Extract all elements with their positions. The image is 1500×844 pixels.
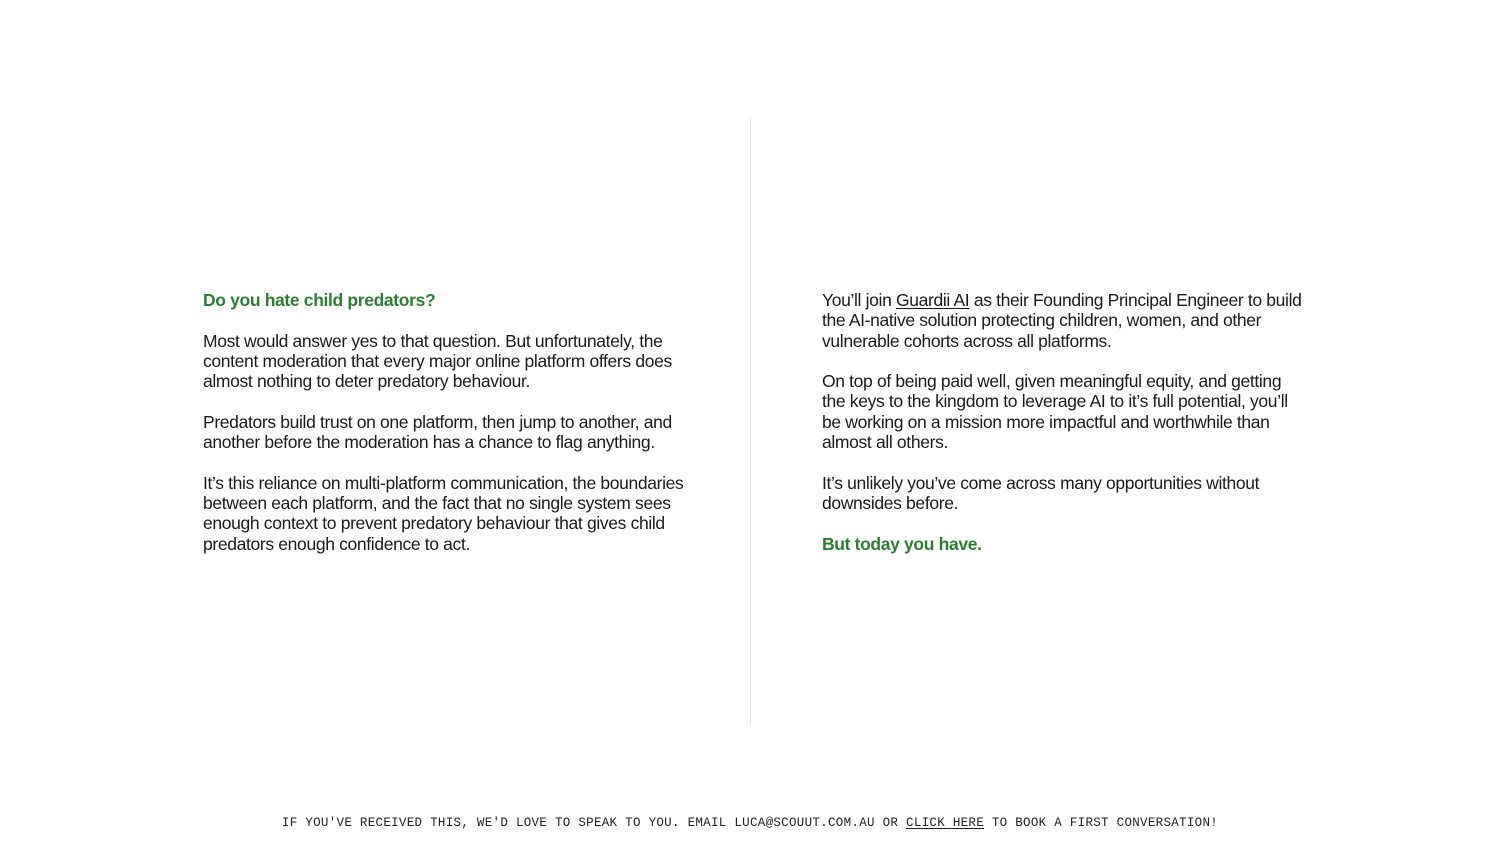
right-closing: But today you have. bbox=[822, 533, 982, 554]
right-column bbox=[822, 290, 1302, 574]
intro-prefix-text: You’ll join bbox=[822, 290, 896, 310]
intro-suffix-text: as their Founding Principal Engineer to build the AI-native solution protecting children, women, and other vulnerable cohorts across all platforms. bbox=[822, 290, 1302, 351]
left-column bbox=[203, 290, 688, 574]
left-paragraph-1: Most would answer yes to that question. But unfortunately, the content moderation that every major online platform offers does almost nothing to deter predatory behaviour. bbox=[203, 330, 672, 392]
footer-prefix-text: IF YOU'VE RECEIVED THIS, WE'D LOVE TO SPEAK TO YOU. EMAIL LUCA@SCOUUT.COM.AU OR bbox=[281, 816, 907, 830]
footer-suffix-text: TO BOOK A FIRST CONVERSATION! bbox=[984, 816, 1219, 830]
right-intro-paragraph bbox=[822, 290, 1302, 351]
click-here-link[interactable]: CLICK HERE bbox=[906, 816, 985, 830]
left-heading: Do you hate child predators? bbox=[203, 290, 436, 310]
column-divider bbox=[750, 117, 751, 725]
left-paragraph-2: Predators build trust on one platform, then jump to another, and another before the moderation has a chance to flag anything. bbox=[203, 411, 672, 453]
left-paragraph-3: It’s this reliance on multi-platform communication, the boundaries between each platform, and the fact that no single system sees enough context to prevent predatory behaviour that gives child predators enough confidence to act. bbox=[203, 472, 684, 554]
footer-cta bbox=[0, 816, 1500, 830]
right-paragraph-2: It’s unlikely you’ve come across many opportunities without downsides before. bbox=[822, 472, 1260, 513]
right-paragraph-1: On top of being paid well, given meaningful equity, and getting the keys to the kingdom to leverage AI to it’s full potential, you’ll be working on a mission more impactful and worthwhile than almost all others. bbox=[822, 371, 1288, 453]
guardii-ai-link[interactable]: Guardii AI bbox=[895, 290, 970, 310]
